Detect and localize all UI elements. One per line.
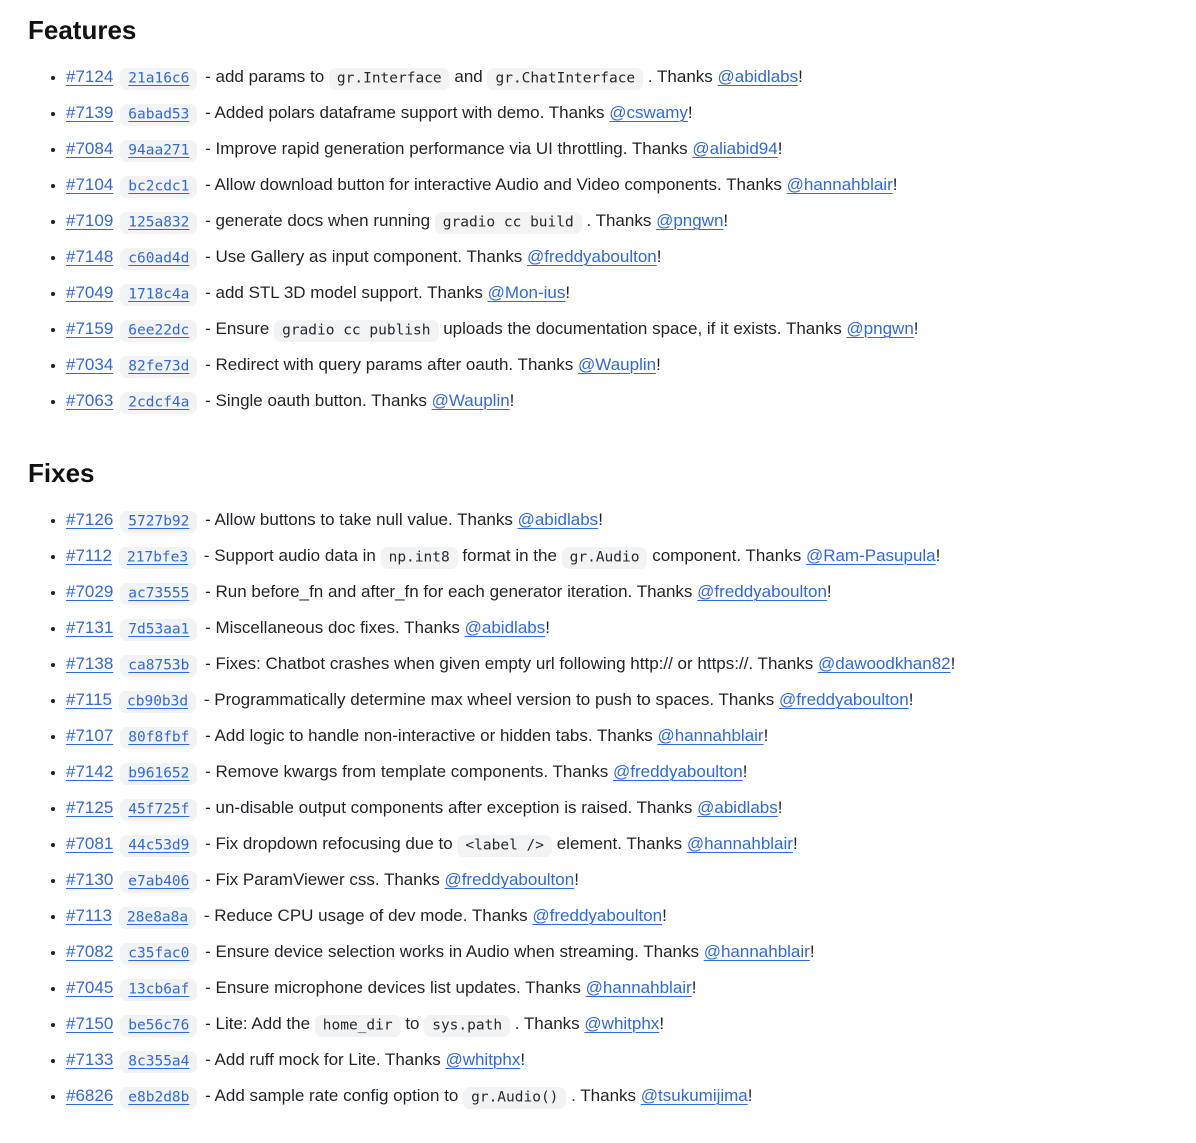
changelog-item (66, 208, 1180, 235)
pr-link[interactable]: #7109 (66, 211, 114, 230)
changelog-item (66, 543, 1180, 570)
commit-link[interactable]: 8c355a4 (120, 1051, 197, 1073)
changelog-item (66, 795, 1180, 822)
changelog-section (28, 457, 1180, 1110)
commit-link[interactable]: 6abad53 (120, 104, 197, 126)
user-link[interactable]: @cswamy (609, 103, 688, 122)
pr-link[interactable]: #7131 (66, 618, 114, 637)
user-link[interactable]: @dawoodkhan82 (818, 654, 951, 673)
pr-link[interactable]: #7049 (66, 283, 114, 302)
item-text: - Fix ParamViewer css. Thanks @freddyaboulton! (200, 870, 579, 889)
item-text: - Added polars dataframe support with demo. Thanks @cswamy! (200, 103, 693, 122)
pr-link[interactable]: #7130 (66, 870, 114, 889)
pr-link[interactable]: #7115 (66, 690, 113, 709)
section-title: Fixes (28, 458, 95, 488)
user-link[interactable]: @Wauplin (431, 391, 510, 410)
commit-link[interactable]: be56c76 (120, 1015, 197, 1037)
commit-link[interactable]: 80f8fbf (120, 727, 197, 749)
pr-link[interactable]: #7084 (66, 139, 114, 158)
pr-link[interactable]: #7045 (66, 978, 114, 997)
changelog-item (66, 615, 1180, 642)
commit-link[interactable]: 5727b92 (120, 511, 197, 533)
commit-link[interactable]: 94aa271 (120, 140, 197, 162)
item-text: - Add logic to handle non-interactive or hidden tabs. Thanks @hannahblair! (200, 726, 769, 745)
inline-code: home_dir (315, 1015, 401, 1037)
sections-container (28, 14, 1180, 1110)
user-link[interactable]: @Ram-Pasupula (805, 546, 936, 565)
changelog-item (66, 244, 1180, 271)
item-text: - Redirect with query params after oauth. Thanks @Wauplin! (200, 355, 661, 374)
changelog-item (66, 723, 1180, 750)
inline-code: gr.Audio (562, 547, 648, 569)
item-text: - Programmatically determine max wheel version to push to spaces. Thanks @freddyaboulton! (199, 690, 914, 709)
changelog-item (66, 352, 1180, 379)
user-link[interactable]: @whitphx (445, 1050, 521, 1069)
item-text: - Add sample rate config option to gr.Audio() . Thanks @tsukumijima! (200, 1086, 752, 1105)
item-text: - Ensure device selection works in Audio when streaming. Thanks @hannahblair! (200, 942, 815, 961)
item-text: - Run before_fn and after_fn for each generator iteration. Thanks @freddyaboulton! (200, 582, 832, 601)
item-text: - Ensure microphone devices list updates. Thanks @hannahblair! (200, 978, 697, 997)
user-link[interactable]: @hannahblair (585, 978, 692, 997)
commit-link[interactable]: 125a832 (120, 212, 197, 234)
changelog-section (28, 14, 1180, 415)
commit-link[interactable]: 6ee22dc (120, 320, 197, 342)
item-text: - add params to gr.Interface and gr.ChatInterface . Thanks @abidlabs! (200, 67, 802, 86)
user-link[interactable]: @freddyaboulton (532, 906, 663, 925)
pr-link[interactable]: #7124 (66, 67, 114, 86)
user-link[interactable]: @abidlabs (517, 510, 599, 529)
pr-link[interactable]: #7082 (66, 942, 114, 961)
changelog-item (66, 172, 1180, 199)
pr-link[interactable]: #7142 (66, 762, 114, 781)
pr-link[interactable]: #7150 (66, 1014, 114, 1033)
inline-code: np.int8 (381, 547, 458, 569)
user-link[interactable]: @hannahblair (686, 834, 793, 853)
commit-link[interactable]: 21a16c6 (120, 68, 197, 90)
section-list (28, 64, 1180, 415)
commit-link[interactable]: b961652 (120, 763, 197, 785)
pr-link[interactable]: #7029 (66, 582, 114, 601)
changelog-item (66, 939, 1180, 966)
item-text: - Add ruff mock for Lite. Thanks @whitphx! (200, 1050, 526, 1069)
changelog-item (66, 1083, 1180, 1110)
commit-link[interactable]: ca8753b (120, 655, 197, 677)
item-text: - Improve rapid generation performance via UI throttling. Thanks @aliabid94! (200, 139, 783, 158)
item-text: - generate docs when running gradio cc build . Thanks @pngwn! (200, 211, 728, 230)
pr-link[interactable]: #7112 (66, 546, 113, 565)
changelog-item (66, 1011, 1180, 1038)
user-link[interactable]: @freddyaboulton (697, 582, 827, 601)
item-text: - Ensure gradio cc publish uploads the documentation space, if it exists. Thanks @pngwn! (200, 319, 918, 338)
pr-link[interactable]: #7159 (66, 319, 114, 338)
commit-link[interactable]: 13cb6af (120, 979, 197, 1001)
changelog-item (66, 903, 1180, 930)
section-title: Features (28, 15, 137, 45)
changelog-item (66, 388, 1180, 415)
pr-link[interactable]: #7107 (66, 726, 114, 745)
user-link[interactable]: @pngwn (846, 319, 914, 338)
commit-link[interactable]: 44c53d9 (120, 835, 197, 857)
commit-link[interactable]: 2cdcf4a (120, 392, 197, 414)
user-link[interactable]: @freddyaboulton (527, 247, 657, 266)
user-link[interactable]: @hannahblair (657, 726, 764, 745)
pr-link[interactable]: #7113 (66, 906, 113, 925)
changelog-item (66, 64, 1180, 91)
commit-link[interactable]: 1718c4a (120, 284, 197, 306)
user-link[interactable]: @aliabid94 (692, 139, 778, 158)
user-link[interactable]: @hannahblair (786, 175, 893, 194)
item-text: - Support audio data in np.int8 format in the gr.Audio component. Thanks @Ram-Pasupula! (199, 546, 940, 565)
inline-code: gr.Audio() (463, 1087, 566, 1109)
item-text: - Lite: Add the home_dir to sys.path . Thanks @whitphx! (200, 1014, 664, 1033)
pr-link[interactable]: #7148 (66, 247, 114, 266)
item-text: - Single oauth button. Thanks @Wauplin! (200, 391, 515, 410)
inline-code: <label /> (457, 835, 552, 857)
user-link[interactable]: @abidlabs (697, 798, 778, 817)
item-text: - Allow download button for interactive Audio and Video components. Thanks @hannahblair! (200, 175, 898, 194)
user-link[interactable]: @whitphx (584, 1014, 660, 1033)
user-link[interactable]: @pngwn (656, 211, 724, 230)
changelog-item (66, 687, 1180, 714)
pr-link[interactable]: #6826 (66, 1086, 114, 1105)
changelog-item (66, 759, 1180, 786)
commit-link[interactable]: 7d53aa1 (120, 619, 197, 641)
commit-link[interactable]: e7ab406 (120, 871, 197, 893)
commit-link[interactable]: bc2cdc1 (120, 176, 197, 198)
item-text: - Allow buttons to take null value. Thanks @abidlabs! (200, 510, 603, 529)
item-text: - add STL 3D model support. Thanks @Mon-ius! (200, 283, 571, 302)
user-link[interactable]: @Mon-ius (487, 283, 566, 302)
pr-link[interactable]: #7138 (66, 654, 114, 673)
inline-code: gradio cc build (435, 212, 582, 234)
commit-link[interactable]: ac73555 (120, 583, 197, 605)
changelog-item (66, 280, 1180, 307)
changelog-item (66, 867, 1180, 894)
item-text: - Fix dropdown refocusing due to <label /> element. Thanks @hannahblair! (200, 834, 797, 853)
inline-code: gr.ChatInterface (487, 68, 643, 90)
pr-link[interactable]: #7081 (66, 834, 114, 853)
user-link[interactable]: @hannahblair (703, 942, 810, 961)
commit-link[interactable]: cb90b3d (119, 691, 196, 713)
commit-link[interactable]: 217bfe3 (119, 547, 196, 569)
commit-link[interactable]: 28e8a8a (119, 907, 196, 929)
user-link[interactable]: @Wauplin (578, 355, 657, 374)
user-link[interactable]: @abidlabs (717, 67, 799, 86)
inline-code: gr.Interface (329, 68, 450, 90)
user-link[interactable]: @abidlabs (464, 618, 546, 637)
commit-link[interactable]: 45f725f (120, 799, 197, 821)
commit-link[interactable]: c35fac0 (120, 943, 197, 965)
user-link[interactable]: @freddyaboulton (612, 762, 743, 781)
inline-code: gradio cc publish (274, 320, 438, 342)
changelog-item (66, 651, 1180, 678)
changelog-item (66, 507, 1180, 534)
item-text: - Reduce CPU usage of dev mode. Thanks @freddyaboulton! (199, 906, 667, 925)
commit-link[interactable]: c60ad4d (120, 248, 197, 270)
changelog-item (66, 316, 1180, 343)
changelog-item (66, 831, 1180, 858)
pr-link[interactable]: #7063 (66, 391, 114, 410)
pr-link[interactable]: #7125 (66, 798, 114, 817)
pr-link[interactable]: #7133 (66, 1050, 114, 1069)
changelog-item (66, 975, 1180, 1002)
changelog-item (66, 100, 1180, 127)
item-text: - Miscellaneous doc fixes. Thanks @abidlabs! (200, 618, 550, 637)
user-link[interactable]: @tsukumijima (640, 1086, 748, 1105)
item-text: - Remove kwargs from template components. Thanks @freddyaboulton! (200, 762, 748, 781)
inline-code: sys.path (424, 1015, 510, 1037)
user-link[interactable]: @freddyaboulton (778, 690, 909, 709)
changelog-item (66, 579, 1180, 606)
section-list (28, 507, 1180, 1110)
pr-link[interactable]: #7139 (66, 103, 114, 122)
item-text: - Fixes: Chatbot crashes when given empty url following http:// or https://. Thanks @dawoodkhan82! (200, 654, 956, 673)
pr-link[interactable]: #7126 (66, 510, 114, 529)
item-text: - Use Gallery as input component. Thanks @freddyaboulton! (200, 247, 662, 266)
commit-link[interactable]: 82fe73d (120, 356, 197, 378)
pr-link[interactable]: #7034 (66, 355, 114, 374)
user-link[interactable]: @freddyaboulton (444, 870, 575, 889)
commit-link[interactable]: e8b2d8b (120, 1087, 197, 1109)
item-text: - un-disable output components after exception is raised. Thanks @abidlabs! (200, 798, 783, 817)
pr-link[interactable]: #7104 (66, 175, 114, 194)
changelog-item (66, 136, 1180, 163)
